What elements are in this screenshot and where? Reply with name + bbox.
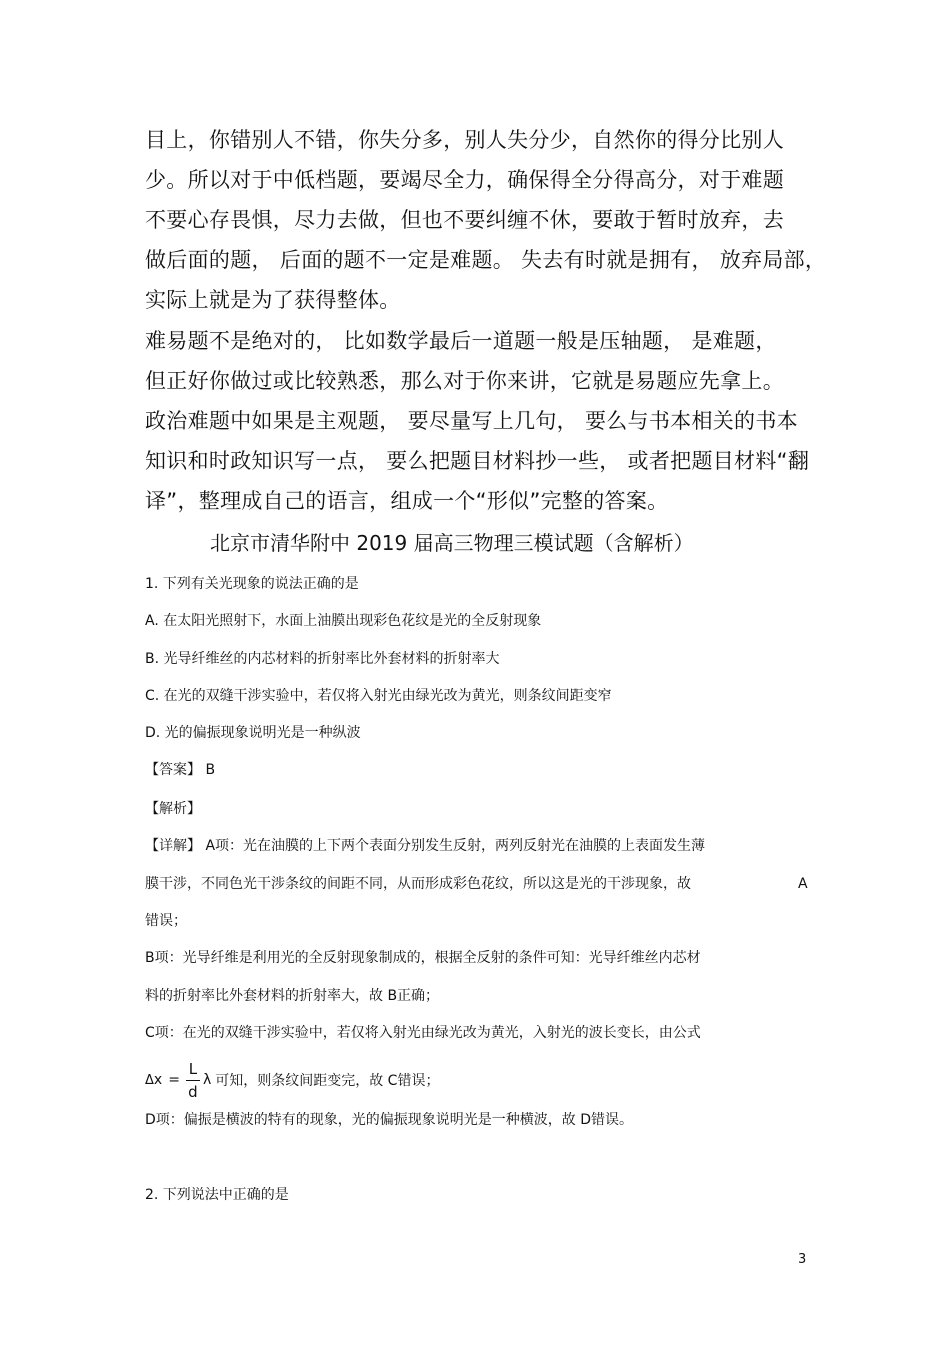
formula-tail: 可知，则条纹间距变完，故 C错误；: [215, 1073, 440, 1089]
intro-line: 难易题不是绝对的， 比如数学最后一道题一般是压轴题， 是难题，: [145, 329, 777, 353]
answer-line: 【答案】 B: [145, 762, 216, 778]
detail-a-line: 【详解】 A项：光在油膜的上下两个表面分别发生反射，两列反射光在油膜的上表面发生薄: [145, 838, 706, 854]
intro-line: 目上，你错别人不错，你失分多，别人失分少，自然你的得分比别人: [145, 128, 784, 152]
lambda-symbol: λ: [202, 1072, 212, 1088]
question-stem: 1. 下列有关光现象的说法正确的是: [145, 576, 359, 592]
question-2-stem: 2. 下列说法中正确的是: [145, 1187, 289, 1203]
option-c: C. 在光的双缝干涉实验中，若仅将入射光由绿光改为黄光，则条纹间距变窄: [145, 688, 612, 704]
delta-symbol: Δ: [145, 1072, 154, 1088]
option-b: B. 光导纤维丝的内芯材料的折射率比外套材料的折射率大: [145, 651, 500, 667]
detail-b-line: B项：光导纤维是利用光的全反射现象制成的，根据全反射的条件可知：光导纤维丝内芯材: [145, 950, 701, 966]
detail-b-line: 料的折射率比外套材料的折射率大，故 B正确；: [145, 988, 440, 1004]
detail-a-line: 膜干涉，不同色光干涉条纹的间距不同，从而形成彩色花纹，所以这是光的干涉现象，故: [145, 876, 691, 892]
intro-line: 但正好你做过或比较熟悉，那么对于你来讲，它就是易题应先拿上。: [145, 369, 784, 393]
option-a: A. 在太阳光照射下，水面上油膜出现彩色花纹是光的全反射现象: [145, 613, 542, 629]
fringe-spacing-formula: [145, 1056, 439, 1104]
intro-line: 做后面的题， 后面的题不一定是难题。 失去有时就是拥有， 放弃局部，: [145, 248, 827, 272]
formula-x: x: [153, 1072, 163, 1088]
detail-a-line: 错误；: [145, 913, 187, 929]
detail-a-option-letter: A: [798, 876, 808, 892]
intro-line: 政治难题中如果是主观题， 要尽量写上几句， 要么与书本相关的书本: [145, 409, 798, 433]
exam-title: 北京市清华附中 2019 届高三物理三模试题（含解析）: [210, 531, 694, 555]
page-number: 3: [798, 1252, 807, 1267]
intro-line: 译”，整理成自己的语言，组成一个“形似”完整的答案。: [145, 489, 669, 513]
detail-c-line: C项：在光的双缝干涉实验中，若仅将入射光由绿光改为黄光，入射光的波长变长，由公式: [145, 1025, 701, 1041]
fraction-numerator: L: [188, 1059, 198, 1078]
fraction-denominator: d: [188, 1082, 198, 1101]
analysis-label: 【解析】: [145, 801, 201, 817]
fraction-bar: [186, 1080, 200, 1081]
intro-line: 知识和时政知识写一点， 要么把题目材料抄一些， 或者把题目材料“翻: [145, 449, 810, 473]
intro-line: 不要心存畏惧，尽力去做，但也不要纠缠不休，要敢于暂时放弃，去: [145, 208, 784, 232]
intro-line: 少。所以对于中低档题，要竭尽全力，确保得全分得高分，对于难题: [145, 168, 784, 192]
detail-d-line: D项：偏振是横波的特有的现象，光的偏振现象说明光是一种横波，故 D错误。: [145, 1112, 634, 1128]
option-d: D. 光的偏振现象说明光是一种纵波: [145, 725, 361, 741]
formula-fraction: [186, 1060, 200, 1101]
formula-equals: =: [168, 1072, 180, 1088]
intro-line: 实际上就是为了获得整体。: [145, 288, 401, 312]
